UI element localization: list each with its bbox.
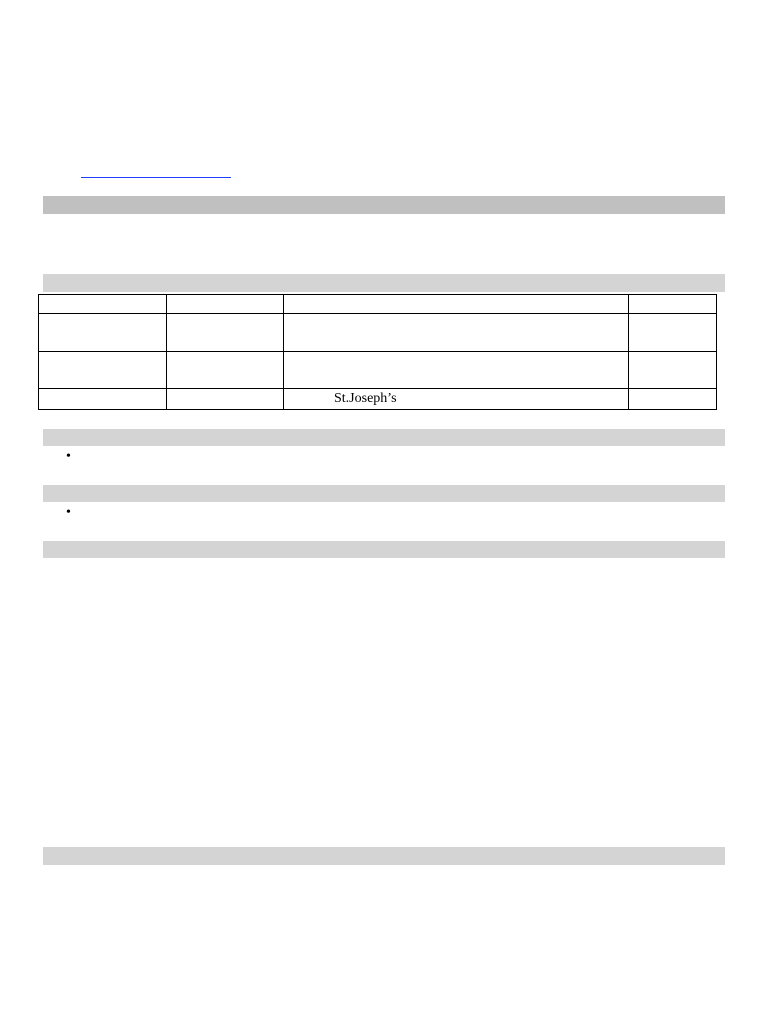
section-heading-declaration (43, 847, 725, 865)
section-heading-personal (43, 541, 725, 558)
table-cell (629, 314, 717, 352)
table-cell (39, 314, 167, 352)
table-cell (284, 352, 629, 389)
section-heading-skills (43, 429, 725, 446)
table-cell (167, 295, 284, 314)
table-cell (284, 295, 629, 314)
table-row (39, 314, 717, 352)
section-heading-achievements (43, 485, 725, 502)
bullet-icon: • (66, 505, 71, 520)
section-heading-objective (43, 196, 725, 214)
table-cell (167, 352, 284, 389)
table-cell (39, 352, 167, 389)
table-cell (167, 314, 284, 352)
table-row (39, 389, 717, 410)
table-header-row (39, 295, 717, 314)
table-cell (629, 389, 717, 410)
table-cell (39, 295, 167, 314)
table-row (39, 352, 717, 389)
table-cell (39, 389, 167, 410)
table-cell (167, 389, 284, 410)
institution-cell: St.Joseph’s (284, 389, 629, 410)
bullet-icon: • (66, 449, 71, 464)
table-cell (629, 295, 717, 314)
education-table (38, 294, 717, 410)
table-cell (284, 314, 629, 352)
section-heading-education (43, 274, 725, 292)
email-link[interactable] (81, 162, 231, 178)
table-cell (629, 352, 717, 389)
